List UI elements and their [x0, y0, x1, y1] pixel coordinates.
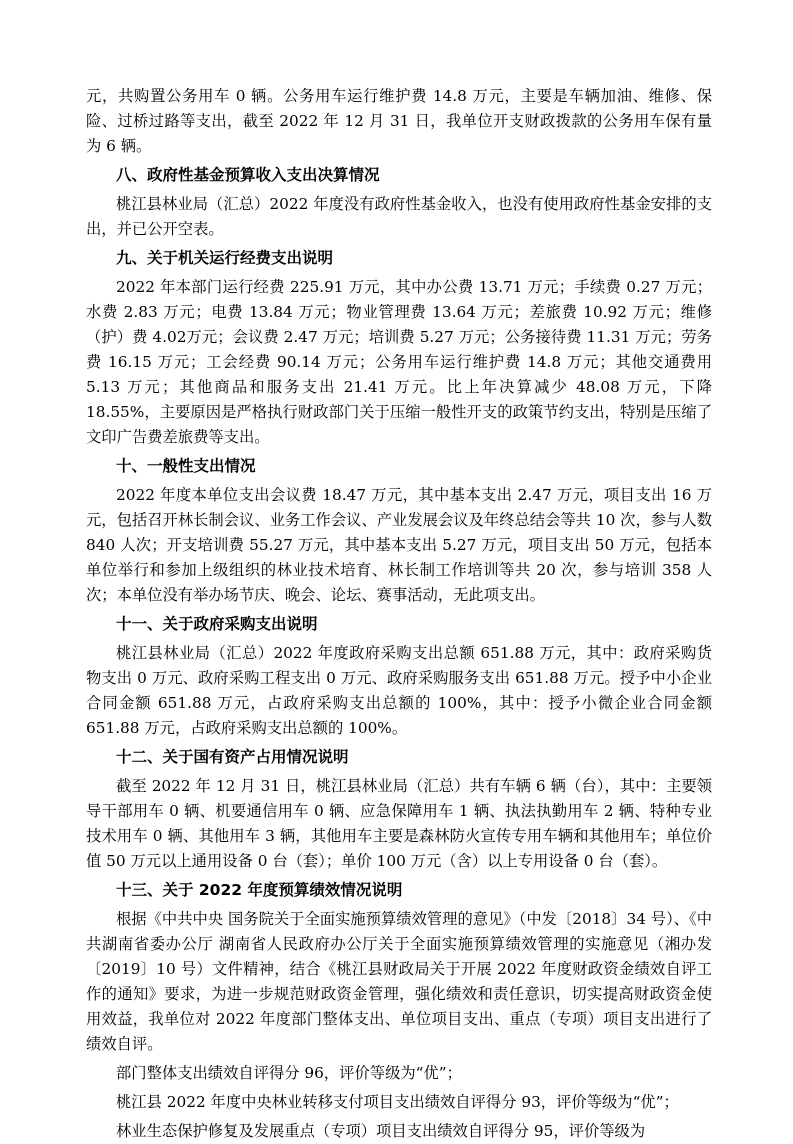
paragraph-ecology-project-score: 林业生态保护修复及发展重点（专项）项目支出绩效自评得分 95，评价等级为	[116, 1122, 646, 1140]
paragraph-procurement: 桃江县林业局（汇总）2022 年度政府采购支出总额 651.88 万元，其中：政府采购货物支出 0 万元、政府采购工程支出 0 万元、政府采购服务支出 651.88 万元。授予中小企业合同金额 651.88 万元，占政府采购支出总额的 100%，其中：授予小微企业合同金额 651.88 万元，占政府采购支出总额的 100%。	[86, 644, 712, 737]
paragraph-central-transfer-score: 桃江县 2022 年度中央林业转移支付项目支出绩效自评得分 93，评价等级为“优”；	[116, 1093, 679, 1111]
paragraph-state-assets: 截至 2022 年 12 月 31 日，桃江县林业局（汇总）共有车辆 6 辆（台），其中：主要领导干部用车 0 辆、机要通信用车 0 辆、应急保障用车 1 辆、执法执勤用车 2 辆、特种专业技术用车 0 辆、其他用车 3 辆，其他用车主要是森林防火宣传专用车辆和其他用车；单位价值 50 万元以上通用设备 0 台（套）；单价 100 万元（含）以上专用设备 0 台（套）。	[86, 777, 712, 870]
heading-procurement: 十一、关于政府采购支出说明	[116, 615, 318, 633]
paragraph-general-expenditure: 2022 年度本单位支出会议费 18.47 万元，其中基本支出 2.47 万元，项目支出 16 万元，包括召开林长制会议、业务工作会议、产业发展会议及年终总结会等共 10 次，参与人数 840 人次；开支培训费 55.27 万元，其中基本支出 5.27 万元，项目支出 50 万元，包括本单位举行和参加上级组织的林业技术培育、林长制工作培训等共 20 次，参与培训 358 人次；本单位没有举办场节庆、晚会、论坛、赛事活动，无此项支出。	[86, 486, 712, 604]
paragraph-vehicle-tail: 元，共购置公务用车 0 辆。公务用车运行维护费 14.8 万元，主要是车辆加油、维修、保险、过桥过路等支出，截至 2022 年 12 月 31 日，我单位开支财政拨款的公务用车保有量为 6 辆。	[86, 87, 712, 155]
heading-state-assets: 十二、关于国有资产占用情况说明	[116, 748, 349, 766]
heading-government-fund: 八、政府性基金预算收入支出决算情况	[116, 166, 380, 184]
paragraph-department-score: 部门整体支出绩效自评得分 96，评价等级为“优”；	[116, 1064, 462, 1082]
paragraph-operating-expenses: 2022 年本部门运行经费 225.91 万元，其中办公费 13.71 万元；手续费 0.27 万元；水费 2.83 万元；电费 13.84 万元；物业管理费 13.64 万元；差旅费 10.92 万元；维修（护）费 4.02万元；会议费 2.47 万元；培训费 5.27 万元；公务接待费 11.31 万元；劳务费 16.15 万元；工会经费 90.14 万元；公务用车运行维护费 14.8 万元；其他交通费用 5.13 万元；其他商品和服务支出 21.41 万元。比上年决算减少 48.08 万元，下降 18.55%，主要原因是严格执行财政部门关于压缩一般性开支的政策节约支出，特别是压缩了文印广告费差旅费等支出。	[86, 278, 712, 446]
heading-operating-expenses: 九、关于机关运行经费支出说明	[116, 249, 334, 267]
heading-performance: 十三、关于 2022 年度预算绩效情况说明	[116, 881, 403, 899]
document-page	[86, 84, 712, 1144]
paragraph-performance-basis: 根据《中共中央 国务院关于全面实施预算绩效管理的意见》（中发〔2018〕34 号）、《中共湖南省委办公厅 湖南省人民政府办公厅关于全面实施预算绩效管理的实施意见（湘办发〔2019〕10 号）文件精神，结合《桃江县财政局关于开展 2022 年度财政资金绩效自评工作的通知》要求，为进一步规范财政资金管理，强化绩效和责任意识，切实提高财政资金使用效益，我单位对 2022 年度部门整体支出、单位项目支出、重点（专项）项目支出进行了绩效自评。	[86, 910, 712, 1053]
paragraph-government-fund: 桃江县林业局（汇总）2022 年度没有政府性基金收入，也没有使用政府性基金安排的支出，并已公开空表。	[86, 195, 712, 238]
heading-general-expenditure: 十、一般性支出情况	[116, 457, 256, 475]
